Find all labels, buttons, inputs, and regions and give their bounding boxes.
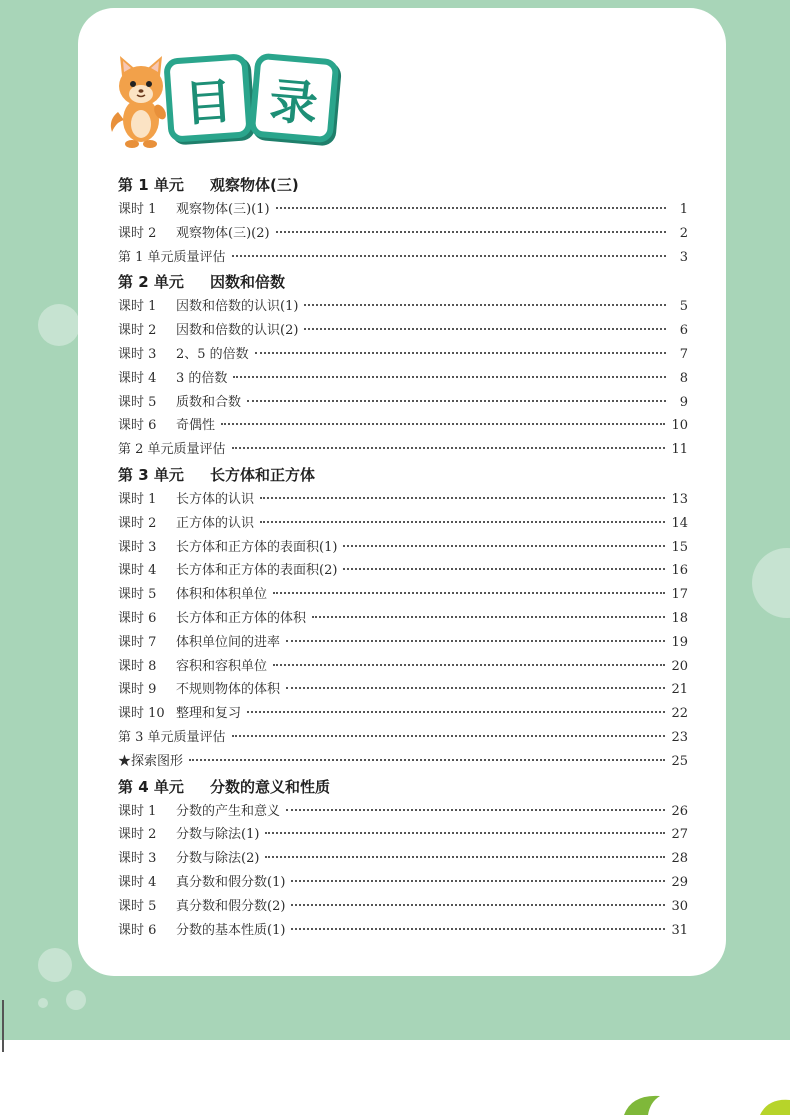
lesson-title: 真分数和假分数(1) xyxy=(176,874,286,890)
toc-extra[interactable] xyxy=(118,750,688,774)
dot-leader xyxy=(276,230,666,233)
page-number: 28 xyxy=(671,851,688,867)
page-number: 7 xyxy=(679,346,688,362)
lesson-number: 课时 3 xyxy=(118,346,157,362)
unit-heading[interactable] xyxy=(118,172,688,198)
page-number: 18 xyxy=(671,610,688,626)
dot-leader xyxy=(265,855,665,858)
dot-leader xyxy=(276,206,666,209)
dot-leader xyxy=(273,591,665,594)
dot-leader xyxy=(255,351,666,354)
page-number: 13 xyxy=(671,491,688,507)
unit-label: 第 4 单元 xyxy=(118,777,184,796)
lesson-title: 因数和倍数的认识(1) xyxy=(176,299,299,315)
dot-leader xyxy=(304,327,666,330)
lesson-number: 课时 6 xyxy=(118,418,157,434)
lesson-number: 课时 3 xyxy=(118,539,157,555)
page-number: 19 xyxy=(671,634,688,650)
unit-heading[interactable] xyxy=(118,774,688,800)
lesson-number: 课时 4 xyxy=(118,563,157,579)
lesson-number: 课时 2 xyxy=(118,515,157,531)
corner-leaf-icon xyxy=(620,1092,790,1115)
toc-entry[interactable] xyxy=(118,559,688,583)
lesson-title: 整理和复习 xyxy=(176,706,242,722)
lesson-number: 课时 5 xyxy=(118,898,157,914)
lesson-number: 课时 1 xyxy=(118,202,157,217)
lesson-title: 质数和合数 xyxy=(176,394,242,410)
lesson-title: 真分数和假分数(2) xyxy=(176,898,286,914)
lesson-title: 体积和体积单位 xyxy=(176,587,268,603)
title-char: 录 xyxy=(267,72,320,133)
lesson-number: 课时 5 xyxy=(118,587,157,603)
toc-assessment[interactable] xyxy=(118,246,688,270)
dot-leader xyxy=(343,567,665,570)
lesson-number: 课时 1 xyxy=(118,491,157,507)
page-number: 31 xyxy=(671,922,688,938)
title-char: 目 xyxy=(182,72,235,133)
lesson-title: 3 的倍数 xyxy=(176,370,228,386)
decor-bubble xyxy=(38,948,72,982)
decor-bubble xyxy=(66,990,86,1010)
toc-entry[interactable] xyxy=(118,536,688,560)
page-number: 5 xyxy=(679,299,688,315)
lesson-title: 正方体的认识 xyxy=(176,515,255,531)
page-number: 15 xyxy=(671,539,688,555)
assessment-title: 第 2 单元质量评估 xyxy=(118,442,226,458)
toc-entry[interactable] xyxy=(118,919,688,943)
dot-leader xyxy=(232,254,666,257)
page-number: 25 xyxy=(671,753,688,769)
lesson-number: 课时 2 xyxy=(118,323,157,339)
dot-leader xyxy=(343,544,665,547)
toc-assessment[interactable] xyxy=(118,438,688,462)
extra-title: ★探索图形 xyxy=(118,753,184,769)
table-of-contents xyxy=(118,172,688,942)
page-number: 29 xyxy=(671,874,688,890)
dot-leader xyxy=(260,520,665,523)
unit-heading[interactable] xyxy=(118,269,688,295)
dot-leader xyxy=(286,686,665,689)
dot-leader xyxy=(221,422,665,425)
edge-line xyxy=(2,1000,4,1052)
unit-label: 第 1 单元 xyxy=(118,176,184,194)
toc-entry[interactable] xyxy=(118,800,688,824)
page-number: 8 xyxy=(679,370,688,386)
lesson-title: 长方体和正方体的表面积(2) xyxy=(176,563,338,579)
toc-entry[interactable] xyxy=(118,295,688,319)
page-number: 16 xyxy=(671,563,688,579)
lesson-title: 分数的基本性质(1) xyxy=(176,922,286,938)
toc-entry[interactable] xyxy=(118,198,688,222)
page-number: 14 xyxy=(671,515,688,531)
lesson-title: 长方体和正方体的表面积(1) xyxy=(176,539,338,555)
toc-entry[interactable] xyxy=(118,391,688,415)
assessment-title: 第 1 单元质量评估 xyxy=(118,249,226,265)
lesson-title: 体积单位间的进率 xyxy=(176,634,281,650)
toc-entry[interactable] xyxy=(118,631,688,655)
dot-leader xyxy=(260,496,665,499)
assessment-title: 第 3 单元质量评估 xyxy=(118,729,226,745)
dot-leader xyxy=(291,903,665,906)
lesson-number: 课时 10 xyxy=(118,706,165,722)
dot-leader xyxy=(291,879,665,882)
toc-entry[interactable] xyxy=(118,343,688,367)
unit-label: 第 3 单元 xyxy=(118,465,184,484)
toc-entry[interactable] xyxy=(118,678,688,702)
page-number: 27 xyxy=(671,827,688,843)
toc-entry[interactable] xyxy=(118,319,688,343)
unit-title: 长方体和正方体 xyxy=(210,465,316,484)
page-number: 22 xyxy=(671,706,688,722)
dot-leader xyxy=(247,710,665,713)
lesson-number: 课时 5 xyxy=(118,394,157,410)
toc-entry[interactable] xyxy=(118,607,688,631)
lesson-number: 课时 6 xyxy=(118,610,157,626)
title-char-box xyxy=(248,52,339,143)
lesson-title: 2、5 的倍数 xyxy=(176,346,249,362)
lesson-title: 奇偶性 xyxy=(176,418,216,434)
dot-leader xyxy=(233,375,666,378)
lesson-number: 课时 8 xyxy=(118,658,157,674)
unit-title: 分数的意义和性质 xyxy=(210,777,331,796)
dot-leader xyxy=(189,758,665,761)
dot-leader xyxy=(232,446,666,449)
lesson-title: 长方体和正方体的体积 xyxy=(176,610,307,626)
lesson-number: 课时 4 xyxy=(118,370,157,386)
page-number: 6 xyxy=(679,323,688,339)
toc-entry[interactable] xyxy=(118,847,688,871)
page-number: 20 xyxy=(671,658,688,674)
page-number: 9 xyxy=(679,394,688,410)
page-number: 21 xyxy=(671,682,688,698)
dot-leader xyxy=(286,639,665,642)
toc-entry[interactable] xyxy=(118,702,688,726)
unit-title: 因数和倍数 xyxy=(210,273,286,292)
lesson-number: 课时 3 xyxy=(118,851,157,867)
unit-heading[interactable] xyxy=(118,462,688,488)
lesson-number: 课时 7 xyxy=(118,634,157,650)
lesson-number: 课时 9 xyxy=(118,682,157,698)
toc-header xyxy=(100,36,340,146)
toc-entry[interactable] xyxy=(118,414,688,438)
unit-title: 观察物体(三) xyxy=(210,176,299,194)
dot-leader xyxy=(291,927,665,930)
lesson-title: 不规则物体的体积 xyxy=(176,682,281,698)
lesson-number: 课时 4 xyxy=(118,874,157,890)
toc-entry[interactable] xyxy=(118,871,688,895)
lesson-title: 容积和容积单位 xyxy=(176,658,268,674)
lesson-number: 课时 1 xyxy=(118,299,157,315)
title-char-box xyxy=(163,53,253,143)
dot-leader xyxy=(286,808,665,811)
lesson-title: 分数与除法(2) xyxy=(176,851,260,867)
page-number: 26 xyxy=(671,803,688,819)
dot-leader xyxy=(232,734,666,737)
lesson-title: 分数与除法(1) xyxy=(176,827,260,843)
lesson-title: 分数的产生和意义 xyxy=(176,803,281,819)
dot-leader xyxy=(304,303,666,306)
lesson-number: 课时 1 xyxy=(118,803,157,819)
lesson-number: 课时 2 xyxy=(118,225,157,241)
decor-bubble xyxy=(38,304,80,346)
toc-assessment[interactable] xyxy=(118,726,688,750)
page-number: 2 xyxy=(679,225,688,241)
toc-entry[interactable] xyxy=(118,367,688,391)
dot-leader xyxy=(265,831,665,834)
toc-entry[interactable] xyxy=(118,222,688,246)
page-number: 11 xyxy=(671,442,688,458)
toc-entry[interactable] xyxy=(118,823,688,847)
toc-entry[interactable] xyxy=(118,583,688,607)
lesson-number: 课时 6 xyxy=(118,922,157,938)
unit-label: 第 2 单元 xyxy=(118,273,184,292)
lesson-title: 因数和倍数的认识(2) xyxy=(176,323,299,339)
lesson-title: 长方体的认识 xyxy=(176,491,255,507)
decor-bubble xyxy=(38,998,48,1008)
page-number: 10 xyxy=(671,418,688,434)
lesson-title: 观察物体(三)(2) xyxy=(176,225,270,241)
page-number: 17 xyxy=(671,587,688,603)
toc-entry[interactable] xyxy=(118,895,688,919)
page-number: 30 xyxy=(671,898,688,914)
dot-leader xyxy=(273,663,665,666)
page-number: 3 xyxy=(679,249,688,265)
toc-entry[interactable] xyxy=(118,488,688,512)
toc-entry[interactable] xyxy=(118,655,688,679)
page-number: 1 xyxy=(679,202,688,217)
lesson-title: 观察物体(三)(1) xyxy=(176,202,270,217)
lesson-number: 课时 2 xyxy=(118,827,157,843)
page-number: 23 xyxy=(671,729,688,745)
dot-leader xyxy=(247,399,666,402)
dot-leader xyxy=(312,615,665,618)
toc-entry[interactable] xyxy=(118,512,688,536)
